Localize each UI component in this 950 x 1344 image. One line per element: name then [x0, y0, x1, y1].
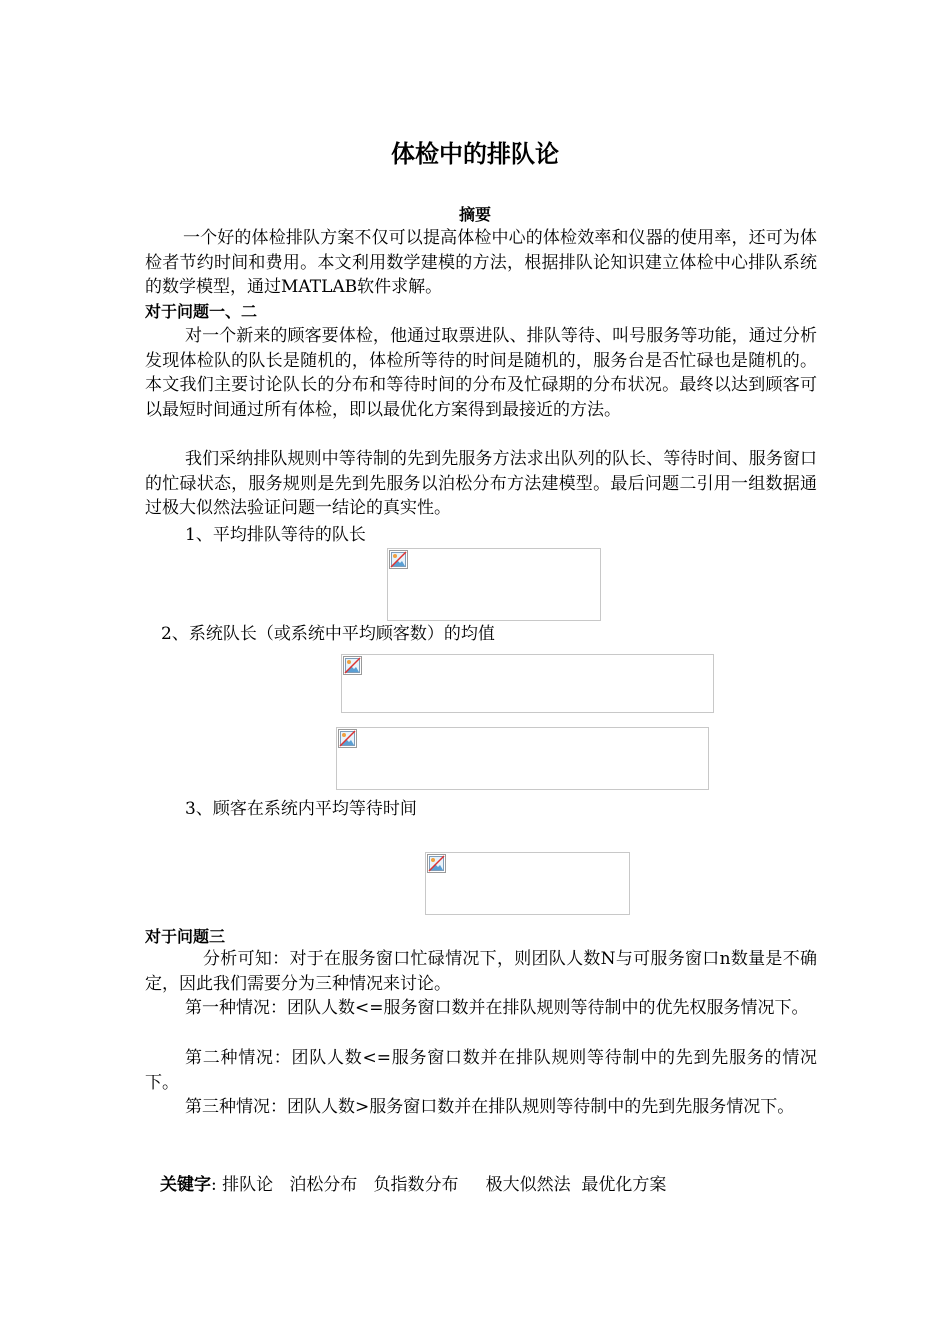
keywords-line — [160, 1170, 666, 1195]
formula-image-3 — [336, 727, 709, 790]
abstract-heading: 摘要 — [458, 205, 491, 224]
item-1-average-queue-length: 1、平均排队等待的队长 — [185, 525, 366, 545]
document-title: 体检中的排队论 — [391, 140, 559, 168]
case-1: 第一种情况：团队人数<=服务窗口数并在排队规则等待制中的优先权服务情况下。 — [185, 998, 809, 1018]
formula-image-2 — [341, 654, 714, 713]
keywords-label: 关键字 — [160, 1175, 211, 1195]
section3-paragraph-1: 分析可知：对于在服务窗口忙碌情况下，则团队人数N与可服务窗口n数量是不确定，因此我们需要分为三种情况来讨论。 — [145, 949, 817, 994]
broken-image-icon — [427, 854, 446, 873]
section1-paragraph-2: 我们采纳排队规则中等待制的先到先服务方法求出队列的队长、等待时间、服务窗口的忙碌状态，服务规则是先到先服务以泊松分布方法建模型。最后问题二引用一组数据通过极大似然法验证问题一结论的真实性。 — [145, 449, 817, 518]
formula-image-4 — [425, 852, 630, 915]
section-heading-q1-q2: 对于问题一、二 — [145, 302, 258, 321]
keywords-list: 排队论 泊松分布 负指数分布 极大似然法 最优化方案 — [216, 1175, 667, 1195]
case-2: 第二种情况：团队人数<=服务窗口数并在排队规则等待制中的先到先服务的情况下。 — [145, 1048, 817, 1093]
broken-image-icon — [389, 550, 408, 569]
broken-image-icon — [338, 729, 357, 748]
section1-paragraph-1: 对一个新来的顾客要体检，他通过取票进队、排队等待、叫号服务等功能，通过分析发现体检队的队长是随机的，体检所等待的时间是随机的，服务台是否忙碌也是随机的。本文我们主要讨论队长的分布和等待时间的分布及忙碌期的分布状况。最终以达到顾客可以最短时间通过所有体检，即以最优化方案得到最接近的方法。 — [145, 326, 817, 420]
item-3-average-wait-time: 3、顾客在系统内平均等待时间 — [185, 799, 417, 819]
case-3: 第三种情况：团队人数>服务窗口数并在排队规则等待制中的先到先服务情况下。 — [185, 1097, 795, 1117]
keywords-colon: : — [211, 1175, 217, 1195]
item-2-system-queue-length: 2、系统队长（或系统中平均顾客数）的均值 — [161, 624, 495, 644]
formula-image-1 — [387, 548, 601, 621]
broken-image-icon — [343, 656, 362, 675]
section-heading-q3: 对于问题三 — [145, 927, 226, 946]
abstract-paragraph: 一个好的体检排队方案不仅可以提高体检中心的体检效率和仪器的使用率，还可为体检者节约时间和费用。本文利用数学建模的方法，根据排队论知识建立体检中心排队系统的数学模型，通过MATLAB软件求解。 — [145, 228, 817, 297]
